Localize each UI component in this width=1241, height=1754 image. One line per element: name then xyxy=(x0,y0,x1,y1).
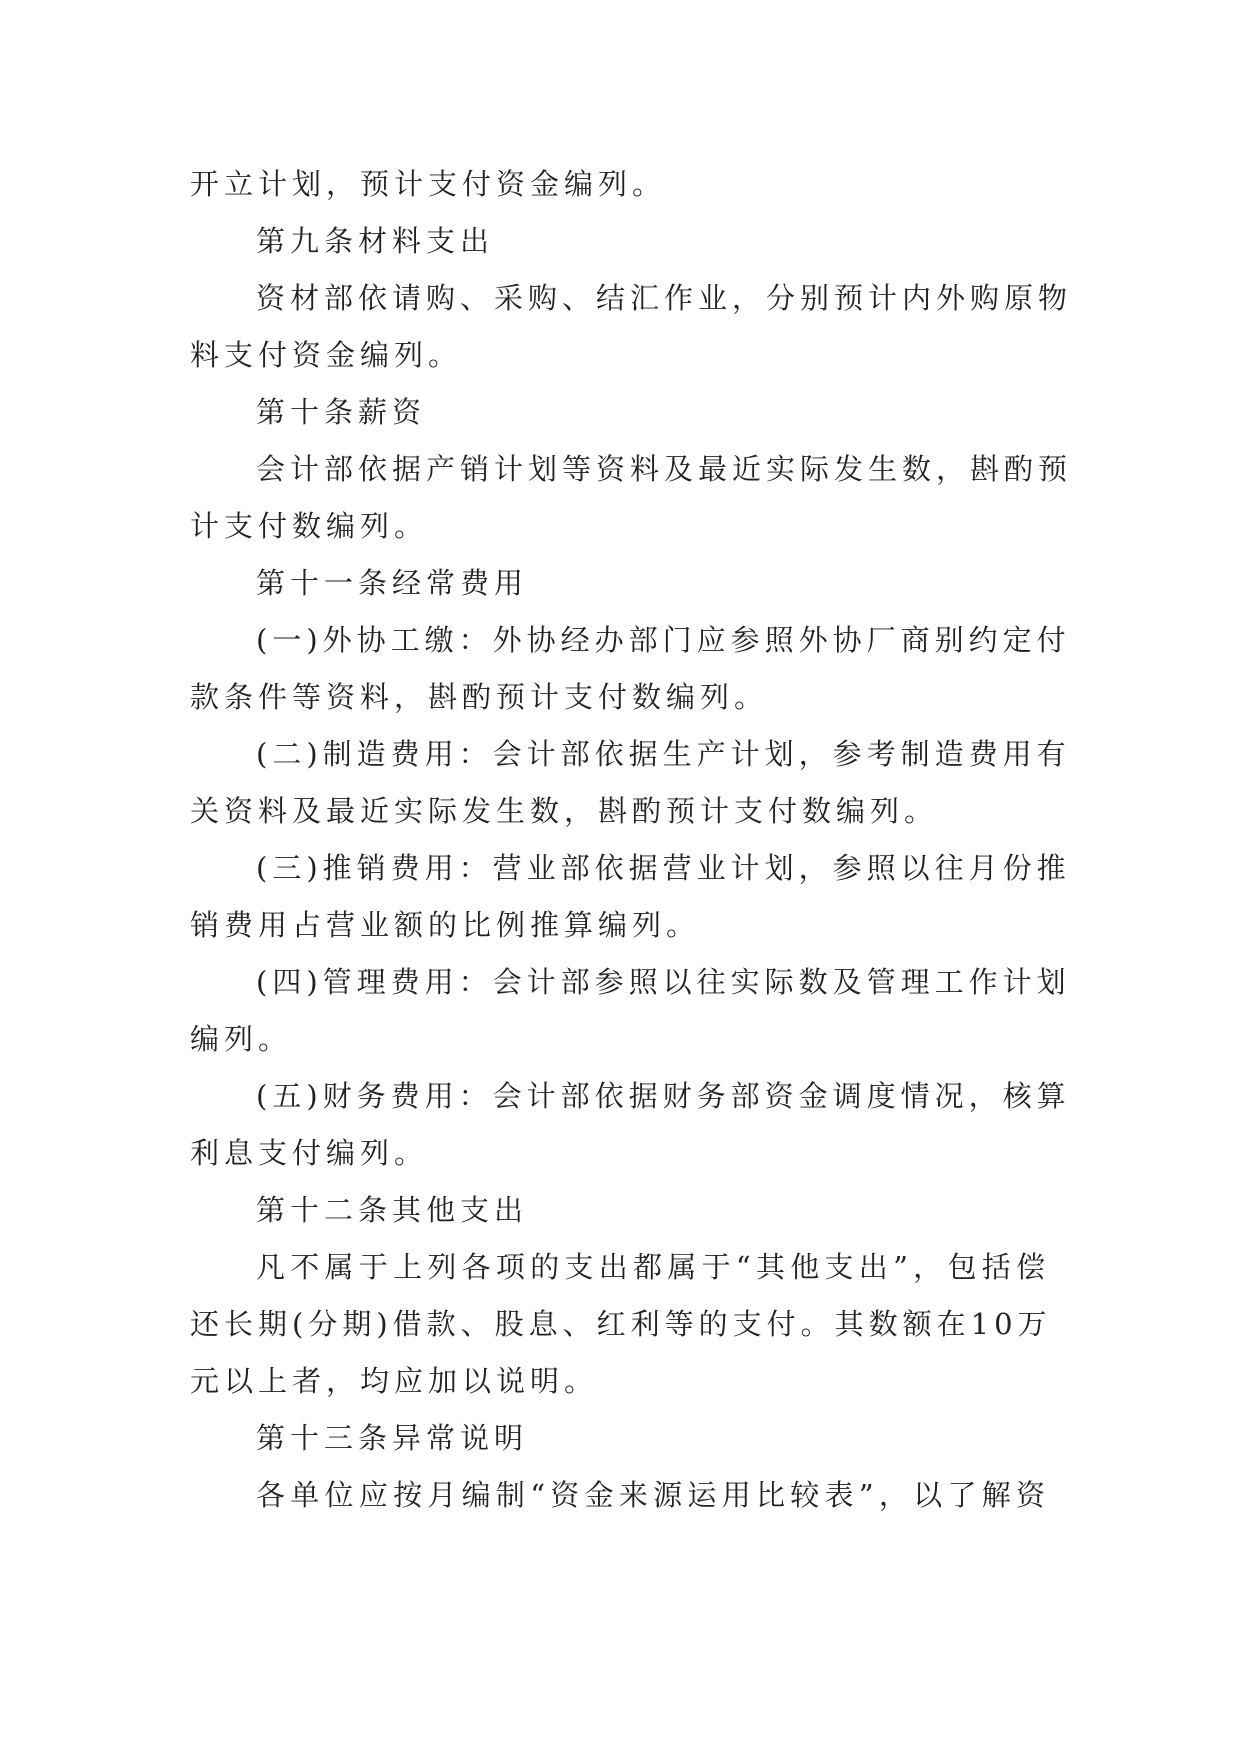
text-line: 凡不属于上列各项的支出都属于“其他支出”，包括偿 xyxy=(256,1250,1050,1284)
text-line: (一)外协工缴：外协经办部门应参照外协厂商别约定付 xyxy=(256,623,1071,657)
article-heading: 第十一条经常费用 xyxy=(256,566,529,600)
text-line: (五)财务费用：会计部依据财务部资金调度情况，核算 xyxy=(256,1079,1071,1113)
text-line: 元以上者，均应加以说明。 xyxy=(190,1364,599,1398)
article-heading: 第十条薪资 xyxy=(256,395,427,429)
text-line: 利息支付编列。 xyxy=(190,1136,429,1170)
text-line: 开立计划，预计支付资金编列。 xyxy=(190,167,667,201)
text-line: (三)推销费用：营业部依据营业计划，参照以往月份推 xyxy=(256,851,1071,885)
text-line: (四)管理费用：会计部参照以往实际数及管理工作计划 xyxy=(256,965,1071,999)
text-line: 还长期(分期)借款、股息、红利等的支付。其数额在10万 xyxy=(190,1307,1052,1341)
text-line: 计支付数编列。 xyxy=(190,509,429,543)
text-line: 料支付资金编列。 xyxy=(190,338,463,372)
text-line: (二)制造费用：会计部依据生产计划，参考制造费用有 xyxy=(256,737,1071,771)
text-line: 款条件等资料，斟酌预计支付数编列。 xyxy=(190,680,769,714)
article-heading: 第十三条异常说明 xyxy=(256,1421,529,1455)
text-line: 销费用占营业额的比例推算编列。 xyxy=(190,908,701,942)
text-line: 关资料及最近实际发生数，斟酌预计支付数编列。 xyxy=(190,794,939,828)
article-heading: 第九条材料支出 xyxy=(256,224,495,258)
text-line: 资材部依请购、采购、结汇作业，分别预计内外购原物 xyxy=(256,281,1073,315)
article-heading: 第十二条其他支出 xyxy=(256,1193,529,1227)
text-line: 会计部依据产销计划等资料及最近实际发生数，斟酌预 xyxy=(256,452,1073,486)
text-line: 编列。 xyxy=(190,1022,293,1056)
text-line: 各单位应按月编制“资金来源运用比较表”，以了解资 xyxy=(256,1478,1050,1512)
